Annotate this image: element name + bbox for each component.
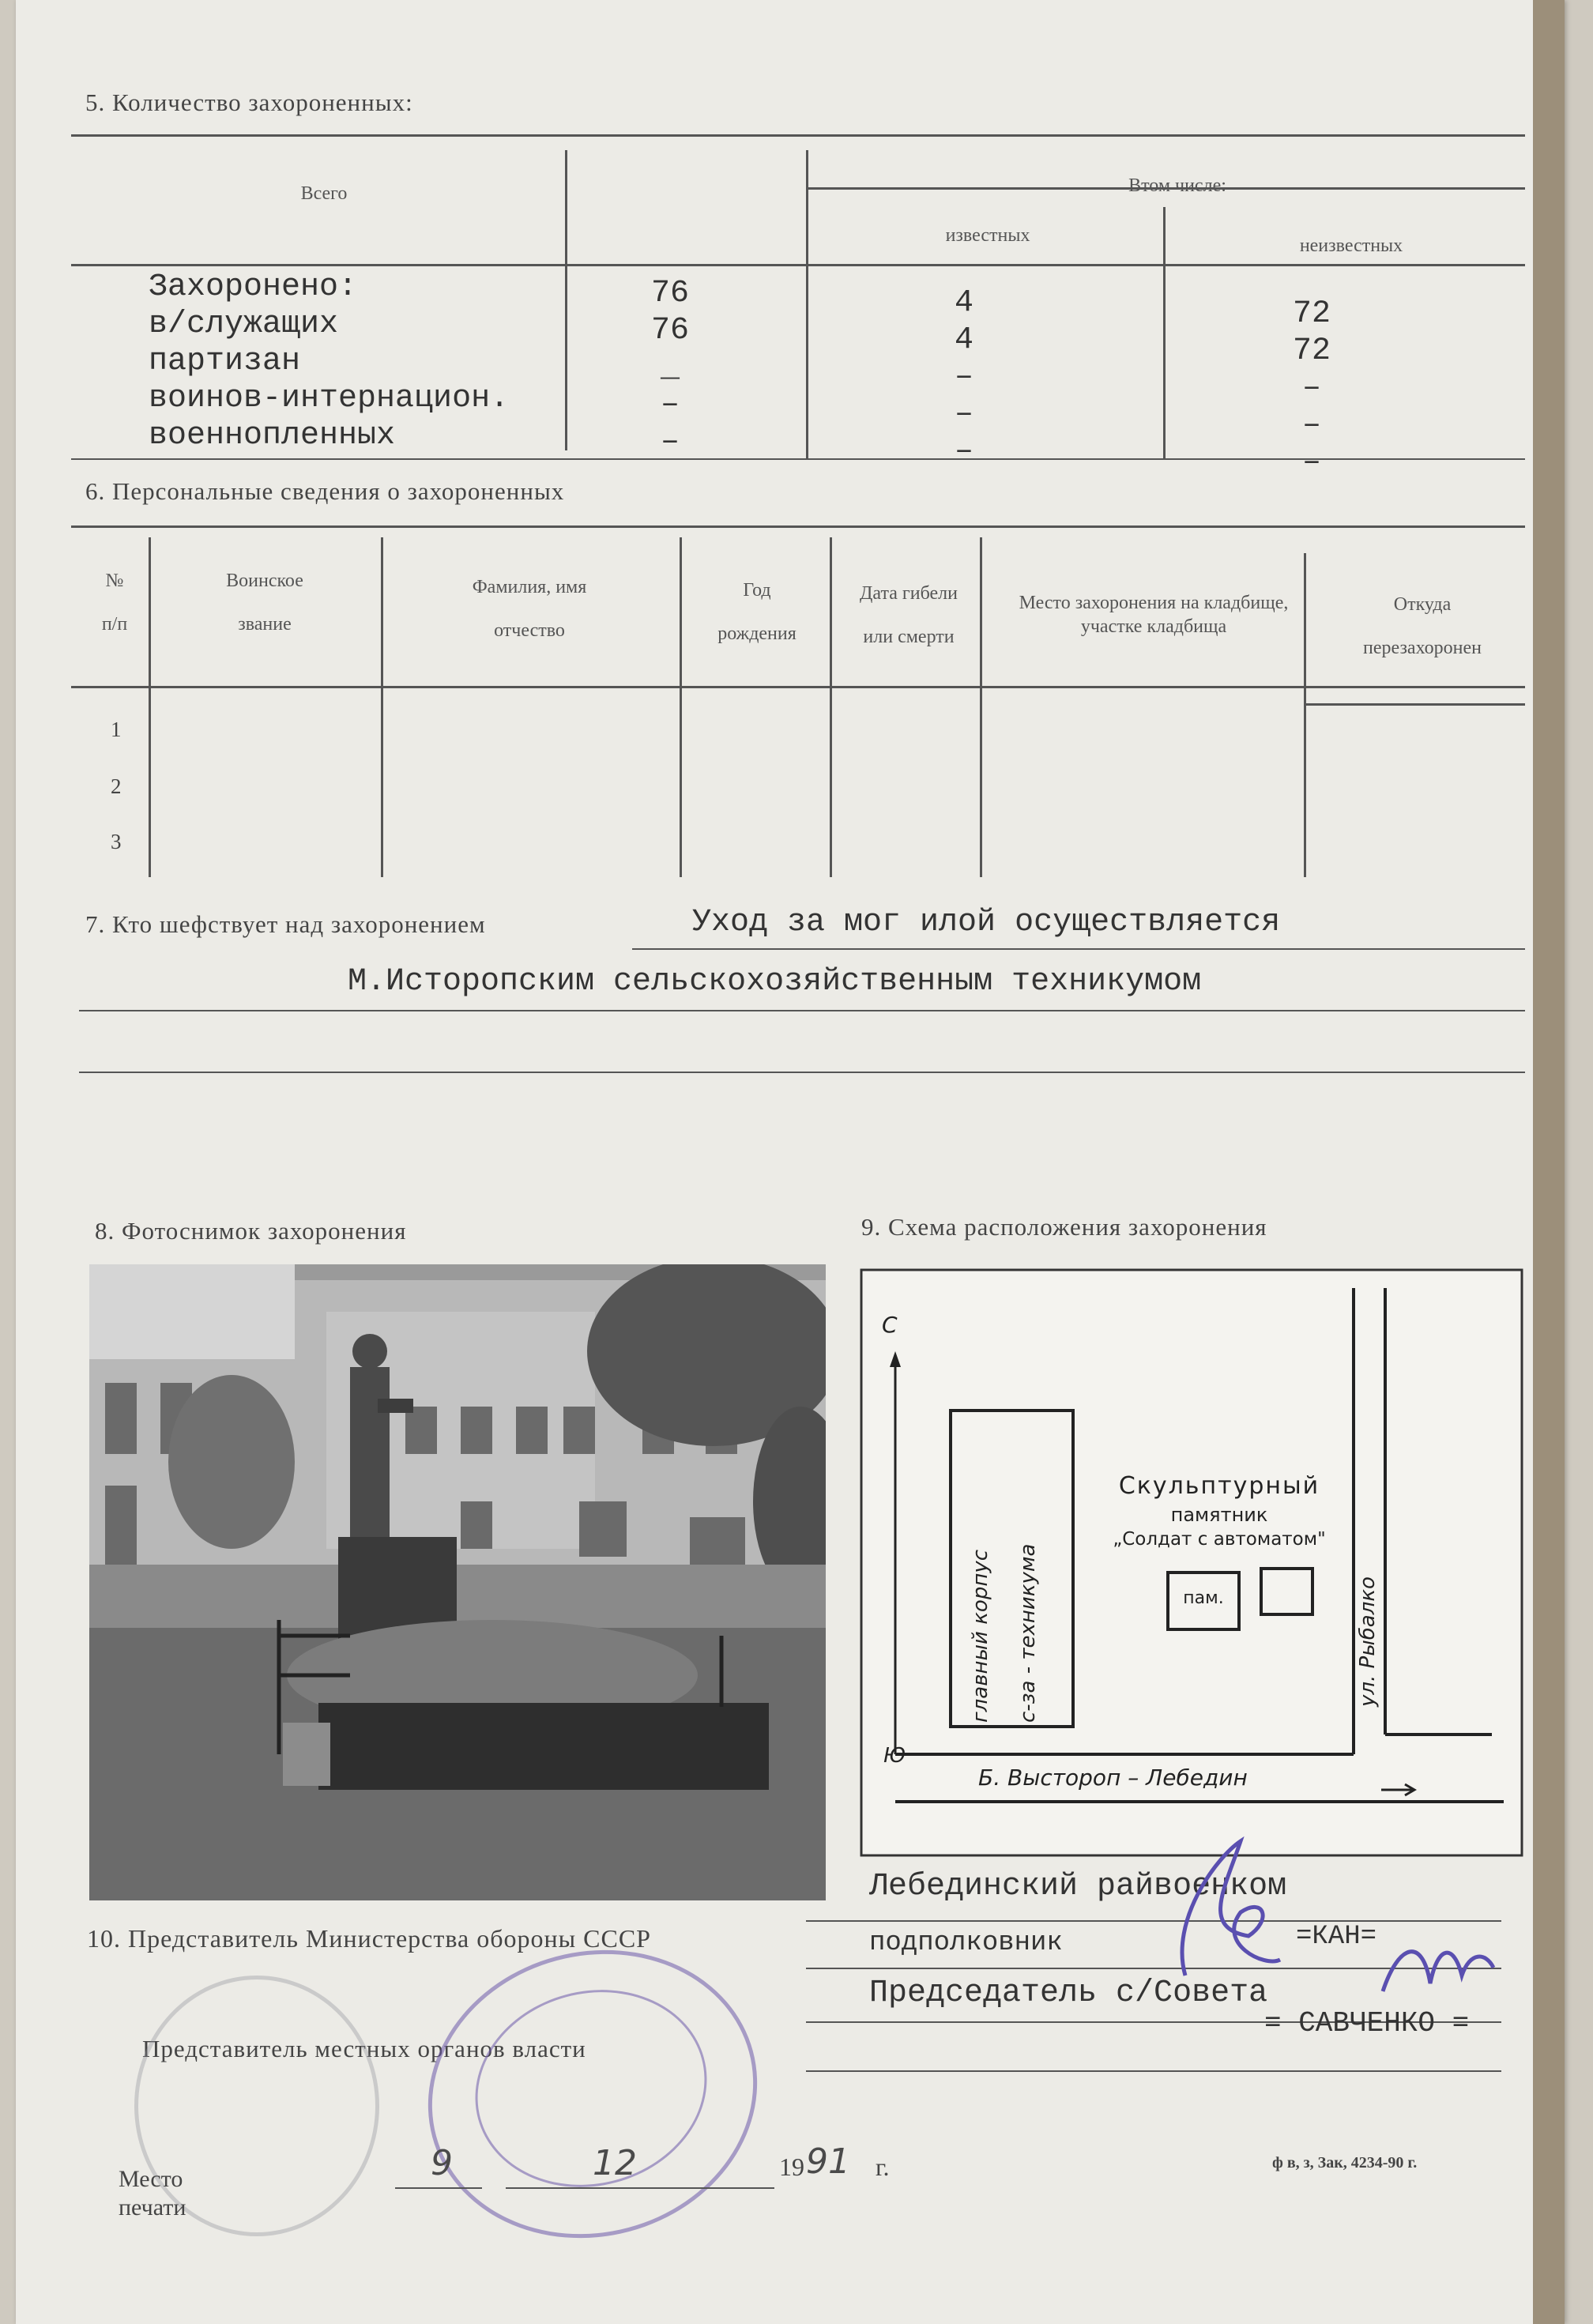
category-label: Захоронено: xyxy=(149,269,358,305)
chair-signature xyxy=(1375,1928,1501,2007)
seal-place-line: печати xyxy=(119,2194,186,2220)
underline xyxy=(79,1010,1525,1011)
ministry-representative-label: 10. Представитель Министерства обороны СССР xyxy=(87,1924,651,1953)
header-line: отчество xyxy=(494,620,565,641)
underline xyxy=(395,2187,482,2189)
category-label: военнопленных xyxy=(149,418,396,454)
total-value: _ xyxy=(660,350,680,386)
building-label: главный корпус xyxy=(969,1549,992,1723)
divider xyxy=(71,525,1525,528)
print-imprint: ф в, з, Зак, 4234-90 г. xyxy=(1272,2154,1418,2171)
unknown-value: 72 xyxy=(1292,333,1331,369)
total-column xyxy=(623,275,717,461)
section-5-title: 5. Количество захороненных: xyxy=(85,89,413,116)
header-death-date xyxy=(838,583,980,648)
header-line: п/п xyxy=(101,614,128,635)
known-value: 4 xyxy=(954,322,974,358)
header-rank xyxy=(166,571,363,635)
header-known: известных xyxy=(945,225,1030,246)
date-day: 9 xyxy=(431,2143,453,2183)
header-number xyxy=(87,571,142,635)
divider xyxy=(71,686,1525,688)
column-divider xyxy=(1304,553,1306,877)
category-label: партизан xyxy=(149,344,301,379)
background-edge xyxy=(1533,0,1565,2324)
total-value: 76 xyxy=(650,276,689,311)
date-year-unit: г. xyxy=(876,2153,890,2181)
street-horizontal-label: Б. Выстороп – Лебедин xyxy=(978,1765,1248,1791)
header-reburied-from xyxy=(1328,594,1517,659)
south-label: Ю xyxy=(883,1744,906,1768)
council-chair-line: Председатель с/Совета xyxy=(869,1976,1268,2011)
column-divider xyxy=(565,150,567,450)
header-including: Втом числе: xyxy=(1128,175,1226,196)
seal-place-line: Место xyxy=(119,2166,183,2192)
burial-categories xyxy=(149,269,509,454)
location-scheme xyxy=(860,1268,1523,1857)
row-number: 2 xyxy=(111,774,122,798)
header-line: Откуда xyxy=(1393,594,1452,615)
unknown-value: – xyxy=(1301,408,1321,443)
divider xyxy=(71,134,1525,137)
column-divider xyxy=(806,150,808,458)
header-line: Дата гибели xyxy=(860,583,958,604)
row-number: 1 xyxy=(111,718,122,741)
chair-surname: = САВЧЕНКО = xyxy=(1264,2007,1470,2040)
column-divider xyxy=(980,537,982,877)
seal-place-label xyxy=(119,2165,186,2222)
header-line: Воинское xyxy=(226,571,303,591)
header-birth-year xyxy=(694,580,820,645)
section-6-title: 6. Персональные сведения о захороненных xyxy=(85,477,565,505)
unknown-value: – xyxy=(1301,371,1321,406)
monument-marker-label: пам. xyxy=(1183,1588,1224,1608)
date-year-prefix: 19 xyxy=(779,2153,804,2181)
commissariat-line: Лебединский райвоенком xyxy=(869,1869,1287,1904)
header-line: № xyxy=(105,571,124,591)
total-value: – xyxy=(660,424,680,460)
header-unknown: неизвестных xyxy=(1299,235,1403,256)
date-year: 91 xyxy=(806,2141,850,2182)
header-line: рождения xyxy=(717,623,796,644)
divider xyxy=(71,264,1525,266)
header-burial-place: Место захоронения на кладбище, участке кладбища xyxy=(1019,593,1289,637)
monument-label-3: „Солдат с автоматом" xyxy=(1113,1529,1326,1550)
header-line: перезахоронен xyxy=(1363,638,1482,658)
known-value: – xyxy=(954,397,974,432)
column-divider xyxy=(1163,207,1166,460)
form-sheet xyxy=(16,0,1565,2324)
monument-label-2: памятник xyxy=(1170,1504,1268,1526)
north-label: С xyxy=(882,1312,898,1338)
category-label: воинов-интернацион. xyxy=(149,381,510,416)
street-vertical-label: ул. Рыбалко xyxy=(1356,1576,1380,1707)
column-divider xyxy=(381,537,383,877)
date-month: 12 xyxy=(593,2143,637,2183)
header-line: или смерти xyxy=(863,627,955,647)
known-value: – xyxy=(954,434,974,469)
underline xyxy=(79,1072,1525,1073)
section-8-title: 8. Фотоснимок захоронения xyxy=(95,1217,407,1245)
column-divider xyxy=(830,537,832,877)
column-divider xyxy=(680,537,682,877)
known-value: – xyxy=(954,360,974,395)
underline xyxy=(806,2070,1501,2072)
officer-surname: =КАН= xyxy=(1296,1922,1377,1952)
underline xyxy=(506,2187,774,2189)
burial-photo xyxy=(89,1264,826,1900)
rank-line: подполковник xyxy=(869,1928,1063,1958)
total-value: – xyxy=(660,387,680,423)
header-line: Фамилия, имя xyxy=(472,577,587,597)
column-divider xyxy=(149,537,151,877)
officer-signature xyxy=(1154,1825,1288,1991)
unknown-column xyxy=(1272,296,1351,481)
total-value: 76 xyxy=(650,313,689,348)
caretaker-line-2: М.Исторопским сельскохозяйственным техникумом xyxy=(348,964,1202,1000)
college-label: с-за - техникума xyxy=(1016,1543,1040,1723)
divider xyxy=(1304,703,1525,706)
header-total: Всего xyxy=(300,183,348,204)
local-authority-label: Представитель местных органов власти xyxy=(142,2035,586,2062)
row-number: 3 xyxy=(111,830,122,853)
header-line: Год xyxy=(743,580,771,601)
monument-photo-image xyxy=(89,1264,826,1900)
header-line: звание xyxy=(238,614,292,635)
caretaker-line-1: Уход за мог илой осуществляется xyxy=(692,905,1281,940)
known-column xyxy=(925,284,1004,470)
category-label: в/служащих xyxy=(149,307,339,342)
section-9-title: 9. Схема расположения захоронения xyxy=(861,1213,1267,1241)
underline xyxy=(632,948,1525,950)
header-full-name xyxy=(395,577,664,642)
section-7-label: 7. Кто шефствует над захоронением xyxy=(85,910,486,938)
known-value: 4 xyxy=(954,285,974,321)
monument-label-1: Скульптурный xyxy=(1118,1472,1320,1500)
unknown-value: – xyxy=(1301,445,1321,480)
unknown-value: 72 xyxy=(1292,296,1331,332)
